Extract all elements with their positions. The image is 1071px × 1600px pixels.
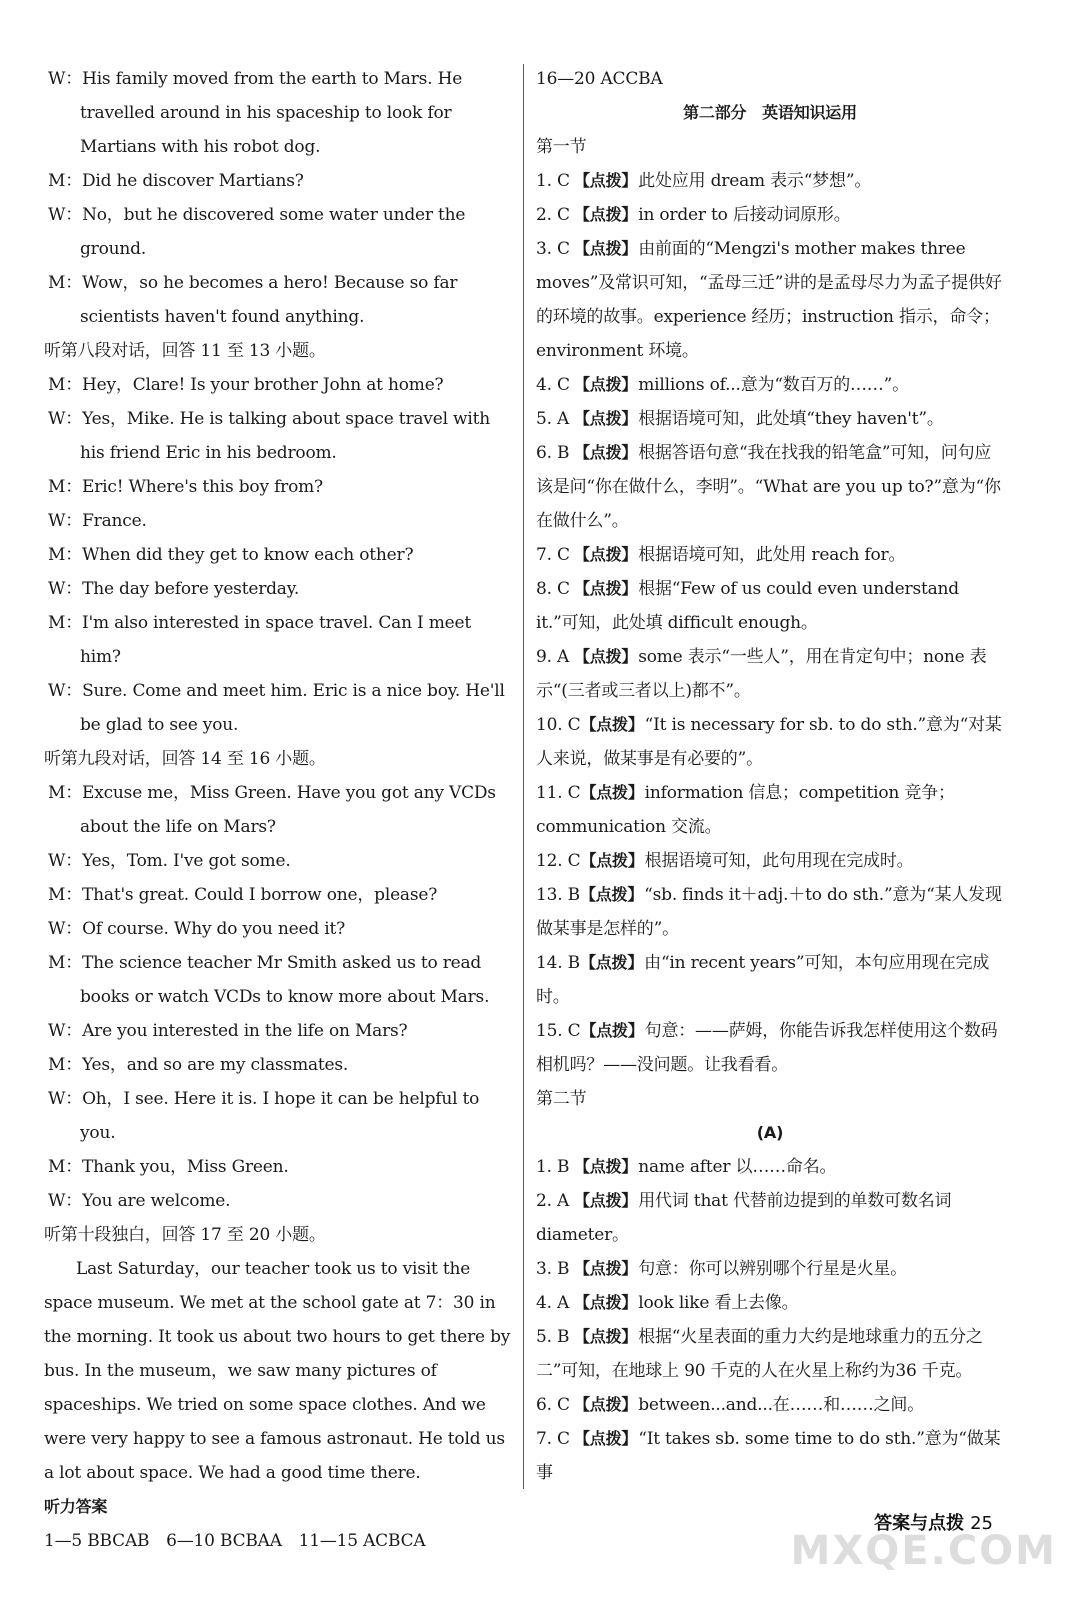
right-column <box>536 62 1004 1490</box>
passage-a-label: (A) <box>756 1123 784 1142</box>
part-title: 第二部分 英语知识运用 <box>683 103 857 122</box>
dialogue-line: W：France. <box>48 511 147 531</box>
answer-number: 12. C <box>536 851 581 871</box>
answers-16-20: 16—20 ACCBA <box>536 69 663 89</box>
answer-explanation: 用代词 that 代替前边提到的单数可数名词 diameter。 <box>536 1191 952 1245</box>
answer-item <box>536 1184 1004 1252</box>
text-line: 听第九段对话，回答 14 至 16 小题。 <box>44 749 326 769</box>
answer-item <box>536 232 1004 368</box>
hint-tag: 【点拨】 <box>580 851 644 870</box>
answer-number: 14. B <box>536 953 580 973</box>
answer-item <box>536 1014 1004 1082</box>
text-line: 听第十段独白，回答 17 至 20 小题。 <box>44 1225 326 1245</box>
hint-tag: 【点拨】 <box>574 647 638 666</box>
hint-tag: 【点拨】 <box>574 375 638 394</box>
answer-explanation: 句意：——萨姆，你能告诉我怎样使用这个数码相机吗？——没问题。让我看看。 <box>536 1021 998 1075</box>
answer-explanation: 句意：你可以辨别哪个行星是火星。 <box>638 1259 908 1279</box>
answer-explanation: millions of...意为“数百万的……”。 <box>638 375 909 395</box>
hint-tag: 【点拨】 <box>574 205 638 224</box>
dialogue-line: M：Thank you，Miss Green. <box>48 1157 289 1177</box>
answer-item <box>536 640 1004 708</box>
hint-tag: 【点拨】 <box>574 1429 638 1448</box>
dialogue-line: M：When did they get to know each other? <box>48 545 414 565</box>
answer-item <box>536 164 1004 198</box>
answer-number: 7. C <box>536 1429 570 1449</box>
section-1-items <box>536 164 1004 1082</box>
answer-item <box>536 572 1004 640</box>
watermark: MXQE.COM <box>790 1528 1057 1574</box>
answer-explanation: 根据“火星表面的重力大约是地球重力的五分之二”可知，在地球上 90 千克的人在火星上称约为36 千克。 <box>536 1327 983 1381</box>
answer-explanation: some 表示“一些人”，用在肯定句中；none 表示“(三者或三者以上)都不”。 <box>536 647 987 701</box>
answer-number: 15. C <box>536 1021 581 1041</box>
answer-number: 2. A <box>536 1191 570 1211</box>
dialogue-line: M：The science teacher Mr Smith asked us to read books or watch VCDs to know more about Mars. <box>48 953 490 1007</box>
section-1-heading: 第一节 <box>536 137 587 157</box>
answer-number: 1. C <box>536 171 570 191</box>
hint-tag: 【点拨】 <box>580 783 644 802</box>
hint-tag: 【点拨】 <box>574 443 638 462</box>
answer-number: 3. C <box>536 239 570 259</box>
dialogue-line: W：Sure. Come and meet him. Eric is a nice boy. He'll be glad to see you. <box>48 681 505 735</box>
hint-tag: 【点拨】 <box>580 715 644 734</box>
answer-number: 11. C <box>536 783 581 803</box>
hint-tag: 【点拨】 <box>574 1293 638 1312</box>
dialogue-line: W：Of course. Why do you need it? <box>48 919 346 939</box>
answer-explanation: name after 以……命名。 <box>638 1157 837 1177</box>
answer-item <box>536 878 1004 946</box>
answers-heading: 听力答案 <box>44 1497 108 1516</box>
dialogue-line: W：You are welcome. <box>48 1191 231 1211</box>
answer-item <box>536 946 1004 1014</box>
dialogue-line: W：The day before yesterday. <box>48 579 300 599</box>
hint-tag: 【点拨】 <box>579 953 644 972</box>
dialogue-line: M：Did he discover Martians? <box>48 171 304 191</box>
answer-explanation: 根据“Few of us could even understand it.”可知，此处填 difficult enough。 <box>536 579 959 633</box>
dialogue-line: M：Wow，so he becomes a hero! Because so far scientists haven't found anything. <box>48 273 458 327</box>
dialogue-line: M：That's great. Could I borrow one，please? <box>48 885 438 905</box>
hint-tag: 【点拨】 <box>574 171 638 190</box>
answer-item <box>536 1388 1004 1422</box>
answer-item <box>536 1286 1004 1320</box>
answer-number: 5. A <box>536 409 570 429</box>
text-line: Last Saturday，our teacher took us to visit the space museum. We met at the school gate at 7：30 in the morning. It took us about two hours to get there by bus. In the museum，we saw many pictures of spaceships. We tried on some space clothes. And we were very happy to see a famous astronaut. He told us a lot about space. We had a good time there. <box>44 1259 511 1483</box>
answer-item <box>536 1320 1004 1388</box>
answer-number: 3. B <box>536 1259 570 1279</box>
hint-tag: 【点拨】 <box>574 1327 638 1346</box>
hint-tag: 【点拨】 <box>574 545 638 564</box>
dialogue-line: W：His family moved from the earth to Mars. He travelled around in his spaceship to look for Martians with his robot dog. <box>48 69 463 157</box>
answer-number: 4. C <box>536 375 570 395</box>
dialogue-line: M：Yes，and so are my classmates. <box>48 1055 349 1075</box>
hint-tag: 【点拨】 <box>574 1157 638 1176</box>
text-line: 听第八段对话，回答 11 至 13 小题。 <box>44 341 326 361</box>
hint-tag: 【点拨】 <box>574 1191 638 1210</box>
dialogue-line: M：Excuse me，Miss Green. Have you got any VCDs about the life on Mars? <box>48 783 496 837</box>
answer-number: 13. B <box>536 885 580 905</box>
answer-explanation: “It is necessary for sb. to do sth.”意为“对某人来说，做某事是有必要的”。 <box>536 715 1002 769</box>
dialogue-line: W：Yes，Tom. I've got some. <box>48 851 291 871</box>
answer-item <box>536 1252 1004 1286</box>
answer-number: 2. C <box>536 205 570 225</box>
answer-item <box>536 538 1004 572</box>
answer-number: 10. C <box>536 715 581 735</box>
hint-tag: 【点拨】 <box>579 885 644 904</box>
answer-number: 7. C <box>536 545 570 565</box>
answer-number: 4. A <box>536 1293 570 1313</box>
answer-item <box>536 368 1004 402</box>
answer-explanation: 由“in recent years”可知，本句应用现在完成时。 <box>536 953 990 1007</box>
answer-item <box>536 1150 1004 1184</box>
answer-item <box>536 844 1004 878</box>
hint-tag: 【点拨】 <box>574 579 638 598</box>
dialogue-line: M：I'm also interested in space travel. Can I meet him? <box>48 613 472 667</box>
dialogue-line: W：Yes，Mike. He is talking about space travel with his friend Eric in his bedroom. <box>48 409 490 463</box>
answer-item <box>536 198 1004 232</box>
answer-item <box>536 708 1004 776</box>
hint-tag: 【点拨】 <box>574 1259 638 1278</box>
dialogue-line: W：Are you interested in the life on Mars? <box>48 1021 408 1041</box>
answer-item <box>536 436 1004 538</box>
hint-tag: 【点拨】 <box>574 239 638 258</box>
answer-explanation: in order to 后接动词原形。 <box>638 205 851 225</box>
answer-explanation: look like 看上去像。 <box>638 1293 799 1313</box>
answer-number: 1. B <box>536 1157 570 1177</box>
dialogue-line: M：Hey，Clare! Is your brother John at home? <box>48 375 444 395</box>
answer-explanation: 此处应用 dream 表示“梦想”。 <box>638 171 872 191</box>
dialogue-line: W：No，but he discovered some water under the ground. <box>48 205 466 259</box>
section-2-heading: 第二节 <box>536 1089 587 1109</box>
answer-number: 6. C <box>536 1395 570 1415</box>
answer-explanation: 根据语境可知，此句用现在完成时。 <box>644 851 914 871</box>
page-number: 25 <box>970 1513 993 1534</box>
left-column <box>44 62 514 1558</box>
answer-number: 6. B <box>536 443 570 463</box>
answer-number: 5. B <box>536 1327 570 1347</box>
hint-tag: 【点拨】 <box>574 1395 638 1414</box>
answer-item <box>536 1422 1004 1490</box>
answer-explanation: 由前面的“Mengzi's mother makes three moves”及常识可知，“孟母三迁”讲的是孟母尽力为孟子提供好的环境的故事。experience 经历；instruction 指示，命令；environment 环境。 <box>536 239 1002 361</box>
dialogue-line: W：Oh，I see. Here it is. I hope it can be helpful to you. <box>48 1089 480 1143</box>
answer-item <box>536 402 1004 436</box>
footer-label: 答案与点拨 <box>874 1513 965 1534</box>
text-line: 1—5 BBCAB 6—10 BCBAA 11—15 ACBCA <box>44 1531 426 1551</box>
section-2-items <box>536 1150 1004 1490</box>
hint-tag: 【点拨】 <box>580 1021 644 1040</box>
answer-number: 9. A <box>536 647 570 667</box>
answer-explanation: “It takes sb. some time to do sth.”意为“做某事 <box>536 1429 1001 1483</box>
answer-number: 8. C <box>536 579 570 599</box>
dialogue-line: M：Eric! Where's this boy from? <box>48 477 323 497</box>
answer-explanation: 根据语境可知，此处用 reach for。 <box>638 545 906 565</box>
column-divider <box>523 64 524 1489</box>
answer-explanation: 根据语境可知，此处填“they haven't”。 <box>638 409 944 429</box>
answer-explanation: between...and...在……和……之间。 <box>638 1395 924 1415</box>
answer-explanation: 根据答语句意“我在找我的铅笔盒”可知，问句应该是问“你在做什么，李明”。“What are you up to?”意为“你在做什么”。 <box>536 443 1001 531</box>
hint-tag: 【点拨】 <box>574 409 638 428</box>
answer-item <box>536 776 1004 844</box>
answer-explanation: information 信息；competition 竞争；communication 交流。 <box>536 783 955 837</box>
answer-explanation: “sb. finds it＋adj.＋to do sth.”意为“某人发现做某事是怎样的”。 <box>536 885 1002 939</box>
